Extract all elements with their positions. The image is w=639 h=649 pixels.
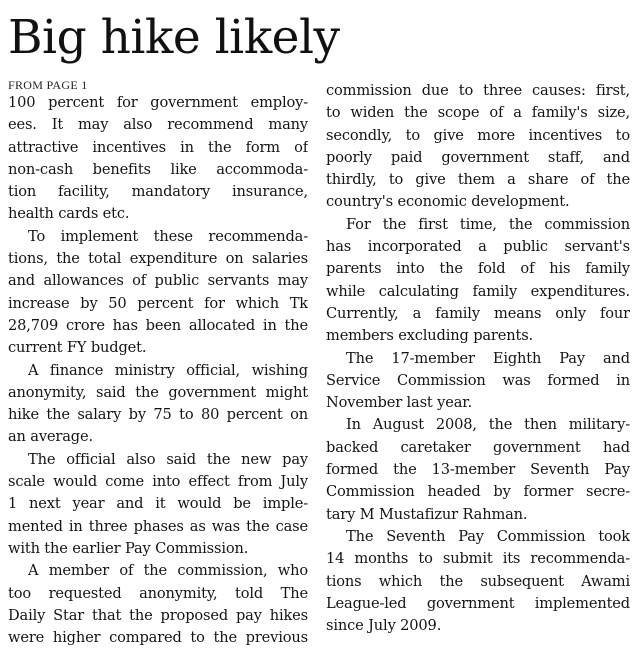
text-line: country's economic development. <box>326 193 570 211</box>
text-line: with the earlier Pay Commission. <box>8 539 249 557</box>
text-line: hike the salary by 75 to 80 percent on <box>8 406 308 424</box>
text-line: formed the 13-member Seventh Pay <box>326 461 630 479</box>
text-line: A finance ministry official, wishing <box>28 361 308 379</box>
text-line: and allowances of public servants may <box>8 272 308 290</box>
text-line: increase by 50 percent for which Tk <box>8 294 308 312</box>
text-line: members excluding parents. <box>326 327 534 345</box>
text-line: poorly paid government staff, and <box>326 148 630 166</box>
text-line: has incorporated a public servant's <box>326 238 630 256</box>
text-line: For the first time, the commission <box>346 215 630 233</box>
paragraph <box>326 348 630 415</box>
text-line: League-led government implemented <box>326 594 630 612</box>
text-line: Service Commission was formed in <box>326 371 630 389</box>
paragraph <box>8 449 308 560</box>
text-line: 1 next year and it would be imple- <box>8 495 308 513</box>
text-line: Commission headed by former secre- <box>326 483 630 501</box>
text-line: while calculating family expenditures. <box>326 282 630 300</box>
text-line: tary M Mustafizur Rahman. <box>326 505 528 523</box>
text-line: The official also said the new pay <box>28 450 308 468</box>
text-line: to widen the scope of a family's size, <box>326 104 630 122</box>
text-line: The Seventh Pay Commission took <box>346 527 630 545</box>
text-line: current FY budget. <box>8 339 147 357</box>
text-line: anonymity, said the government might <box>8 383 308 401</box>
text-line: To implement these recommenda- <box>28 227 308 245</box>
text-line: thirdly, to give them a share of the <box>326 171 630 189</box>
paragraph <box>326 80 630 214</box>
text-line: The 17-member Eighth Pay and <box>346 349 630 367</box>
paragraph <box>326 414 630 525</box>
text-line: non-cash benefits like accommoda- <box>8 160 308 178</box>
text-line: tions, the total expenditure on salaries <box>8 250 308 268</box>
paragraph <box>326 214 630 348</box>
text-line: were higher compared to the previous <box>8 629 308 647</box>
text-line: 28,709 crore has been allocated in the <box>8 316 308 334</box>
paragraph <box>8 360 308 449</box>
text-line: too requested anonymity, told The <box>8 584 308 602</box>
text-line: an average. <box>8 428 93 446</box>
text-line: health cards etc. <box>8 205 130 223</box>
article-column-right <box>326 80 630 637</box>
text-line: November last year. <box>326 394 472 412</box>
continuation-label: FROM PAGE 1 <box>8 78 88 92</box>
text-line: mented in three phases as was the case <box>8 517 308 535</box>
text-line: ees. It may also recommend many <box>8 116 308 134</box>
text-line: Currently, a family means only four <box>326 304 630 322</box>
paragraph <box>8 92 308 226</box>
article-column-left <box>8 92 308 649</box>
text-line: tion facility, mandatory insurance, <box>8 183 308 201</box>
text-line: secondly, to give more incentives to <box>326 126 630 144</box>
text-line: A member of the commission, who <box>28 562 308 580</box>
text-line: attractive incentives in the form of <box>8 138 308 156</box>
text-line: since July 2009. <box>326 617 442 635</box>
text-line: tions which the subsequent Awami <box>326 572 630 590</box>
text-line: scale would come into effect from July <box>8 473 308 491</box>
text-line: parents into the fold of his family <box>326 260 630 278</box>
text-line: 14 months to submit its recommenda- <box>326 550 630 568</box>
text-line: Daily Star that the proposed pay hikes <box>8 606 308 624</box>
text-line: commission due to three causes: first, <box>326 82 630 99</box>
paragraph <box>8 560 308 649</box>
paragraph <box>8 226 308 360</box>
text-line: backed caretaker government had <box>326 438 630 456</box>
text-line: In August 2008, the then military- <box>346 416 630 434</box>
paragraph <box>326 526 630 637</box>
text-line: 100 percent for government employ- <box>8 94 308 111</box>
headline: Big hike likely <box>8 10 340 65</box>
